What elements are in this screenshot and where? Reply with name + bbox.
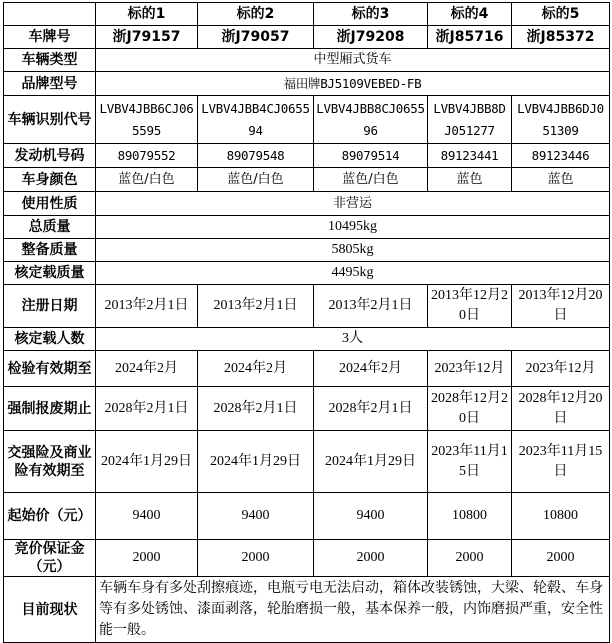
start-price-value: 9400	[96, 493, 198, 540]
engine-value: 89079552	[96, 144, 198, 168]
vin-value: LVBV4JBB6CJ065595	[96, 96, 198, 144]
lot-2-header: 标的2	[198, 3, 314, 26]
rated-load-row	[4, 262, 610, 285]
brand-model-row	[4, 72, 610, 96]
plate-value: 浙J79057	[198, 26, 314, 49]
passengers-row	[4, 328, 610, 351]
row-label-inspection: 检验有效期至	[4, 351, 96, 387]
insurance-value: 2023年11月15日	[512, 431, 610, 493]
row-label-curb-mass: 整备质量	[4, 239, 96, 262]
deposit-value: 2000	[314, 540, 428, 577]
vehicle-auction-table	[3, 2, 610, 643]
reg-date-value: 2013年2月1日	[198, 285, 314, 328]
body-color-value: 蓝色/白色	[96, 168, 198, 192]
reg-date-value: 2013年12月20日	[428, 285, 512, 328]
lot-3-header: 标的3	[314, 3, 428, 26]
body-color-row	[4, 168, 610, 192]
body-color-value: 蓝色	[512, 168, 610, 192]
row-label-scrap-date: 强制报废期止	[4, 387, 96, 431]
insurance-value: 2024年1月29日	[314, 431, 428, 493]
plate-row	[4, 26, 610, 49]
inspection-value: 2024年2月	[314, 351, 428, 387]
row-label-passengers: 核定载人数	[4, 328, 96, 351]
row-label-start-price: 起始价（元）	[4, 493, 96, 540]
scrap-date-value: 2028年12月20日	[428, 387, 512, 431]
start-price-value: 9400	[314, 493, 428, 540]
vehicle-type-row	[4, 49, 610, 72]
row-label-rated-load: 核定载质量	[4, 262, 96, 285]
vin-row	[4, 96, 610, 144]
inspection-row	[4, 351, 610, 387]
inspection-value: 2023年12月	[428, 351, 512, 387]
scrap-date-value: 2028年2月1日	[314, 387, 428, 431]
engine-row	[4, 144, 610, 168]
row-label-usage: 使用性质	[4, 192, 96, 216]
lot-5-header: 标的5	[512, 3, 610, 26]
gross-mass-value: 10495kg	[96, 216, 610, 239]
engine-value: 89079514	[314, 144, 428, 168]
vin-value: LVBV4JBB8DJ051277	[428, 96, 512, 144]
rated-load-value: 4495kg	[96, 262, 610, 285]
vin-value: LVBV4JBB6DJ051309	[512, 96, 610, 144]
condition-row	[4, 577, 610, 643]
scrap-date-value: 2028年2月1日	[198, 387, 314, 431]
start-price-value: 9400	[198, 493, 314, 540]
row-label-deposit: 竞价保证金（元）	[4, 540, 96, 577]
vehicle-type-value: 中型厢式货车	[96, 49, 610, 72]
deposit-value: 2000	[96, 540, 198, 577]
vin-value: LVBV4JBB8CJ065596	[314, 96, 428, 144]
curb-mass-row	[4, 239, 610, 262]
row-label-insurance: 交强险及商业险有效期至	[4, 431, 96, 493]
corner-cell	[4, 3, 96, 26]
reg-date-value: 2013年2月1日	[96, 285, 198, 328]
inspection-value: 2024年2月	[96, 351, 198, 387]
row-label-vin: 车辆识别代号	[4, 96, 96, 144]
body-color-value: 蓝色	[428, 168, 512, 192]
scrap-date-row	[4, 387, 610, 431]
insurance-value: 2024年1月29日	[96, 431, 198, 493]
row-label-body-color: 车身颜色	[4, 168, 96, 192]
engine-value: 89123446	[512, 144, 610, 168]
lot-4-header: 标的4	[428, 3, 512, 26]
scrap-date-value: 2028年2月1日	[96, 387, 198, 431]
vin-value: LVBV4JBB4CJ065594	[198, 96, 314, 144]
deposit-value: 2000	[428, 540, 512, 577]
deposit-value: 2000	[198, 540, 314, 577]
brand-model-value: 福田牌BJ5109VEBED-FB	[96, 72, 610, 96]
start-price-value: 10800	[428, 493, 512, 540]
lot-1-header: 标的1	[96, 3, 198, 26]
plate-value: 浙J79208	[314, 26, 428, 49]
engine-value: 89079548	[198, 144, 314, 168]
insurance-value: 2024年1月29日	[198, 431, 314, 493]
row-label-brand-model: 品牌型号	[4, 72, 96, 96]
header-row	[4, 3, 610, 26]
body-color-value: 蓝色/白色	[198, 168, 314, 192]
plate-value: 浙J85716	[428, 26, 512, 49]
body-color-value: 蓝色/白色	[314, 168, 428, 192]
row-label-plate: 车牌号	[4, 26, 96, 49]
usage-value: 非营运	[96, 192, 610, 216]
usage-row	[4, 192, 610, 216]
inspection-value: 2023年12月	[512, 351, 610, 387]
plate-value: 浙J85372	[512, 26, 610, 49]
gross-mass-row	[4, 216, 610, 239]
scrap-date-value: 2028年12月20日	[512, 387, 610, 431]
insurance-row	[4, 431, 610, 493]
row-label-vehicle-type: 车辆类型	[4, 49, 96, 72]
insurance-value: 2023年11月15日	[428, 431, 512, 493]
engine-value: 89123441	[428, 144, 512, 168]
deposit-value: 2000	[512, 540, 610, 577]
curb-mass-value: 5805kg	[96, 239, 610, 262]
reg-date-value: 2013年2月1日	[314, 285, 428, 328]
plate-value: 浙J79157	[96, 26, 198, 49]
start-price-value: 10800	[512, 493, 610, 540]
start-price-row	[4, 493, 610, 540]
deposit-row	[4, 540, 610, 577]
reg-date-value: 2013年12月20日	[512, 285, 610, 328]
row-label-gross-mass: 总质量	[4, 216, 96, 239]
passengers-value: 3人	[96, 328, 610, 351]
condition-value: 车辆车身有多处刮擦痕迹，电瓶亏电无法启动，箱体改装锈蚀，大梁、轮毂、车身等有多处锈蚀、漆面剥落，轮胎磨损一般，基本保养一般，内饰磨损严重，安全性能一般。	[96, 577, 610, 643]
inspection-value: 2024年2月	[198, 351, 314, 387]
reg-date-row	[4, 285, 610, 328]
row-label-condition: 目前现状	[4, 577, 96, 643]
row-label-engine: 发动机号码	[4, 144, 96, 168]
row-label-reg-date: 注册日期	[4, 285, 96, 328]
